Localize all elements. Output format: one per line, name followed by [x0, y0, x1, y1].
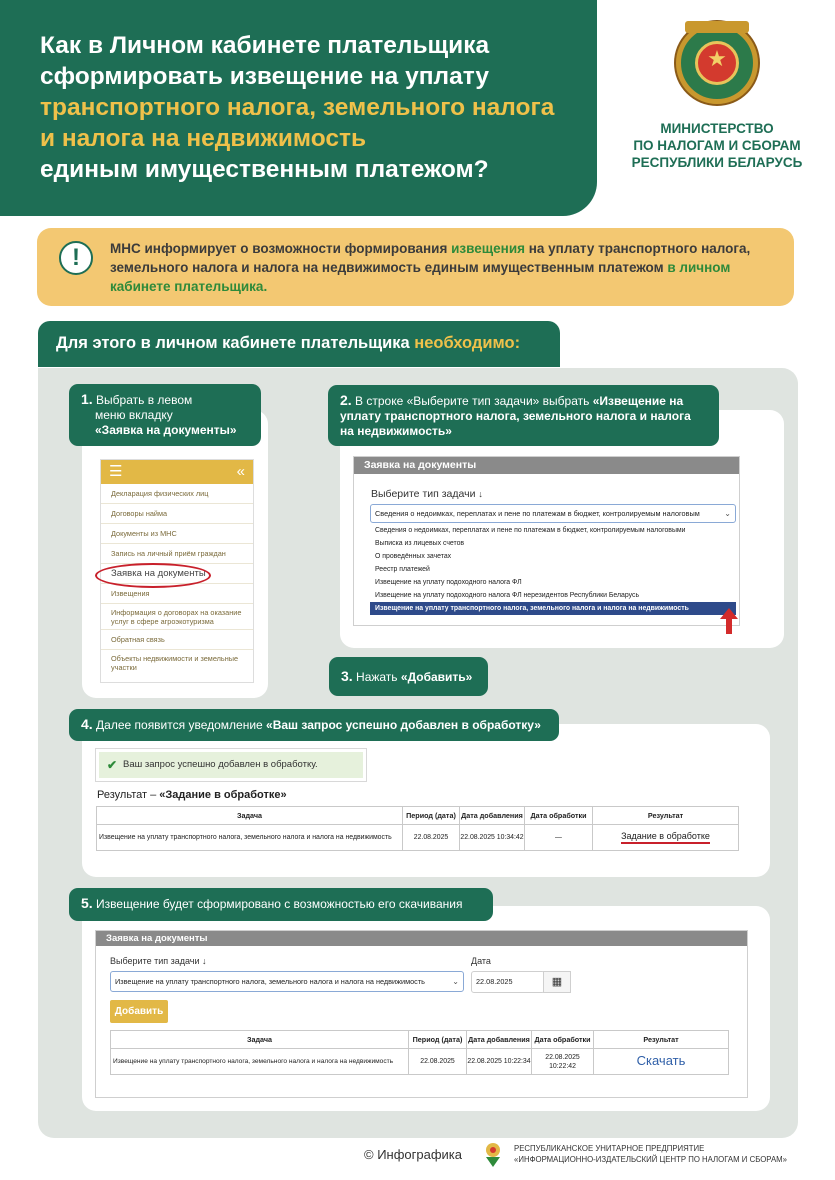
select-option[interactable]: Выписка из лицевых счетов	[375, 540, 465, 547]
select-option[interactable]: Сведения о недоимках, переплатах и пене по платежам в бюджет, контролируемым налоговыми	[375, 527, 686, 534]
select-option[interactable]: Реестр платежей	[375, 566, 430, 573]
collapse-icon[interactable]: «	[236, 463, 245, 480]
success-notice: ✔ Ваш запрос успешно добавлен в обработку.	[95, 748, 367, 782]
menu-item[interactable]: Извещения	[101, 584, 253, 604]
ministry-name-3: РЕСПУБЛИКИ БЕЛАРУСЬ	[631, 155, 803, 170]
step4-label: 4. Далее появится уведомление «Ваш запрос успешно добавлен в обработку»	[69, 709, 559, 741]
step1-label: 1. Выбрать в левом меню вкладку «Заявка на документы»	[69, 384, 261, 446]
task-type-select[interactable]: Сведения о недоимках, переплатах и пене по платежам в бюджет, контролируемым налоговым ⌄	[370, 504, 736, 523]
date-label: Дата	[471, 956, 491, 966]
window-title: Заявка на документы	[96, 931, 747, 946]
step3-label: 3. Нажать «Добавить»	[329, 657, 488, 696]
status-cell: Задание в обработке	[593, 825, 739, 851]
header-title-line-1: Как в Личном кабинете плательщика	[40, 32, 490, 59]
info-text: МНС информирует о возможности формирования извещения на уплату транспортного налога, земельного налога и налога на недвижимость единым имущественным платежом в личном кабинете плательщика.	[110, 241, 751, 294]
footer-org: РЕСПУБЛИКАНСКОЕ УНИТАРНОЕ ПРЕДПРИЯТИЕ «ИНФОРМАЦИОННО-ИЗДАТЕЛЬСКИЙ ЦЕНТР ПО НАЛОГАМ И СБОРАМ»	[514, 1144, 788, 1164]
publisher-logo-icon	[481, 1141, 505, 1167]
step2-label: 2. В строке «Выберите тип задачи» выбрать «Извещение на уплату транспортного налога, земельного налога и налога на недвижимость»	[328, 385, 719, 446]
step5-label: 5. Извещение будет сформировано с возможностью его скачивания	[69, 888, 493, 921]
select-option[interactable]: О проведённых зачетах	[375, 553, 452, 560]
column-header: Период (дата)	[403, 807, 460, 825]
select-label: Выберите тип задачи ↓	[110, 956, 207, 966]
table-cell: 22.08.2025 10:34:42	[460, 825, 525, 851]
footer-credit: © Инфографика	[364, 1147, 463, 1162]
column-header: Результат	[594, 1031, 729, 1049]
table-cell: 22.08.2025	[409, 1049, 467, 1075]
download-link[interactable]: Скачать	[636, 1052, 686, 1068]
menu-item[interactable]: Запись на личный приём граждан	[101, 544, 253, 564]
add-button[interactable]: Добавить	[110, 1000, 168, 1023]
menu-header	[101, 460, 253, 484]
select-option[interactable]: Извещение на уплату подоходного налога ФЛ	[375, 579, 522, 586]
column-header: Задача	[97, 807, 403, 825]
header-title-line-2: сформировать извещение на уплату	[40, 63, 489, 90]
header-banner	[0, 0, 597, 216]
menu-item-zayavka[interactable]: Заявка на документы	[101, 564, 253, 584]
header-title-line-4: и налога на недвижимость	[40, 125, 367, 152]
hamburger-icon[interactable]: ☰	[109, 463, 123, 480]
exclamation-icon: !	[59, 241, 93, 275]
ministry-block	[622, 22, 812, 171]
menu-item[interactable]: Обратная связь	[101, 630, 253, 650]
column-header: Дата добавления	[467, 1031, 532, 1049]
table-cell: Извещение на уплату транспортного налога, земельного налога и налога на недвижимость	[111, 1049, 409, 1075]
result-line: Результат – «Задание в обработке»	[97, 789, 287, 801]
check-icon: ✔	[107, 758, 118, 772]
column-header: Период (дата)	[409, 1031, 467, 1049]
column-header: Дата обработки	[532, 1031, 594, 1049]
highlight-oval	[95, 563, 211, 588]
tasks-table-2	[110, 1030, 729, 1075]
date-input[interactable]: 22.08.2025	[471, 971, 545, 993]
table-row	[111, 1049, 729, 1075]
select-option-highlighted[interactable]: Извещение на уплату транспортного налога, земельного налога и налога на недвижимость	[370, 602, 736, 615]
ministry-emblem-icon: ★	[676, 22, 758, 104]
column-header: Задача	[111, 1031, 409, 1049]
tasks-table-1	[96, 806, 739, 851]
select-option[interactable]: Извещение на уплату подоходного налога ФЛ нерезидентов Республики Беларусь	[375, 592, 640, 599]
menu-item[interactable]: Информация о договорах на оказание услуг в сфере агроэкотуризма	[101, 604, 253, 630]
column-header: Дата добавления	[460, 807, 525, 825]
window-title: Заявка на документы	[354, 457, 739, 474]
calendar-icon[interactable]: ▦	[543, 971, 571, 993]
header-title-line-3: транспортного налога, земельного налога	[40, 94, 555, 121]
table-cell: 22.08.2025 10:22:34	[467, 1049, 532, 1075]
task-type-select[interactable]: Извещение на уплату транспортного налога, земельного налога и налога на недвижимость ⌄	[110, 971, 464, 992]
red-arrow-icon	[720, 608, 738, 634]
ministry-name-2: ПО НАЛОГАМ И СБОРАМ	[633, 138, 801, 153]
table-cell: —	[525, 825, 593, 851]
menu-item[interactable]: Договоры найма	[101, 504, 253, 524]
select-label: Выберите тип задачи ↓	[371, 488, 483, 500]
menu-item[interactable]: Документы из МНС	[101, 524, 253, 544]
column-header: Результат	[593, 807, 739, 825]
table-row	[97, 825, 739, 851]
menu-item[interactable]: Декларация физических лиц	[101, 484, 253, 504]
table-cell: Извещение на уплату транспортного налога, земельного налога и налога на недвижимость	[97, 825, 403, 851]
column-header: Дата обработки	[525, 807, 593, 825]
table-cell: 22.08.2025 10:22:42	[532, 1049, 594, 1075]
ministry-name-1: МИНИСТЕРСТВО	[660, 121, 774, 136]
task-type-options	[370, 524, 736, 615]
download-cell	[594, 1049, 729, 1075]
header-title-line-5: единым имущественным платежом?	[40, 156, 489, 183]
info-box	[37, 228, 794, 306]
chevron-down-icon: ⌄	[724, 509, 731, 518]
section-title: Для этого в личном кабинете плательщика необходимо:	[38, 321, 560, 367]
chevron-down-icon: ⌄	[452, 977, 459, 986]
menu-item[interactable]: Объекты недвижимости и земельные участки	[111, 654, 239, 672]
table-cell: 22.08.2025	[403, 825, 460, 851]
